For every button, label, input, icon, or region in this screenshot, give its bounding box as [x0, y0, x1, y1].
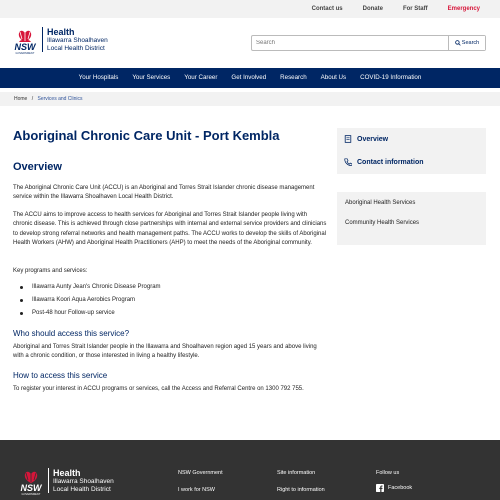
how-heading: How to access this service [13, 371, 108, 380]
list-item: Post-48 hour Follow-up service [20, 309, 161, 322]
logo-district-line2: Local Health District [53, 485, 111, 493]
related-links [337, 192, 486, 245]
breadcrumb [0, 92, 500, 106]
nav-about-us[interactable]: About Us [320, 74, 347, 81]
sidebar-item-contact[interactable] [344, 158, 424, 166]
nsw-wordmark: NSW [20, 483, 42, 493]
footer-link-i-work-for-nsw[interactable]: I work for NSW [178, 487, 215, 493]
search-input[interactable] [252, 36, 448, 50]
waratah-logo-icon [12, 27, 38, 57]
in-page-nav [337, 128, 486, 174]
emergency-link[interactable]: Emergency [447, 6, 480, 12]
site-footer [0, 440, 500, 500]
nav-your-hospitals[interactable]: Your Hospitals [78, 74, 119, 81]
facebook-icon [376, 484, 384, 492]
logo-text [48, 468, 114, 493]
donate-link[interactable]: Donate [362, 6, 383, 12]
search-icon [455, 40, 461, 46]
footer-link-site-information[interactable]: Site information [277, 470, 316, 476]
footer-link-nsw-government[interactable]: NSW Government [178, 470, 223, 476]
sidebar-item-label: Overview [357, 135, 389, 143]
sidebar-item-overview[interactable] [344, 135, 388, 143]
list-item: Illawarra Koori Aqua Aerobics Program [20, 296, 161, 309]
logo-health: Health [47, 27, 75, 37]
nav-your-career[interactable]: Your Career [184, 74, 218, 81]
programs-list [20, 283, 161, 322]
programs-intro: Key programs and services: [13, 268, 88, 274]
logo-health: Health [53, 468, 81, 478]
facebook-label: Facebook [388, 485, 413, 491]
list-item: Illawarra Aunty Jean's Chronic Disease Program [20, 283, 161, 296]
search-bar [251, 35, 486, 51]
intro-paragraph: The Aboriginal Chronic Care Unit (ACCU) is an Aboriginal and Torres Strait Islander chronic disease management service within the Illawarra Shoalhaven Local Health District. [13, 185, 315, 201]
logo-district-line2: Local Health District [47, 44, 105, 52]
breadcrumb-home[interactable]: Home [14, 96, 28, 102]
government-wordmark: GOVERNMENT [15, 52, 35, 55]
main-navigation [0, 68, 500, 88]
utility-bar [0, 0, 500, 18]
footer-logo[interactable] [18, 468, 114, 498]
search-button-label: Search [461, 40, 480, 46]
logo-district-line1: Illawarra Shoalhaven [47, 37, 108, 44]
document-icon [344, 135, 352, 143]
related-link-community-health[interactable]: Community Health Services [345, 220, 420, 226]
nav-get-involved[interactable]: Get Involved [231, 74, 267, 81]
sidebar-item-label: Contact information [357, 158, 424, 166]
how-paragraph: To register your interest in ACCU programs or services, call the Access and Referral Centre on 1300 792 755. [13, 386, 304, 392]
government-wordmark: GOVERNMENT [21, 493, 41, 496]
overview-heading: Overview [13, 161, 62, 173]
nav-your-services[interactable]: Your Services [132, 74, 171, 81]
who-heading: Who should access this service? [13, 329, 130, 338]
nav-research[interactable]: Research [280, 74, 307, 81]
follow-us-heading: Follow us [376, 470, 400, 476]
site-logo[interactable] [12, 27, 108, 57]
nsw-wordmark: NSW [14, 42, 36, 52]
phone-icon [344, 158, 352, 166]
page-title: Aboriginal Chronic Care Unit - Port Kembla [13, 128, 280, 143]
related-link-aboriginal-health[interactable]: Aboriginal Health Services [345, 200, 416, 206]
contact-us-link[interactable]: Contact us [311, 6, 343, 12]
breadcrumb-current[interactable]: Services and Clinics [37, 96, 83, 102]
footer-link-right-to-information[interactable]: Right to information [277, 487, 325, 493]
waratah-logo-icon [18, 468, 44, 498]
nav-covid-19[interactable]: COVID-19 Information [360, 74, 422, 81]
for-staff-link[interactable]: For Staff [402, 6, 428, 12]
breadcrumb-separator: / [31, 96, 34, 102]
facebook-link[interactable] [376, 484, 412, 492]
logo-district-line1: Illawarra Shoalhaven [53, 478, 114, 485]
aims-paragraph: The ACCU aims to improve access to health services for Aboriginal and Torres Strait Islander people living with chronic disease. This is achieved through close partnerships with internal and external service providers and clinicians to develop strong referral networks and health management paths. The ACCU works to develop the skills of Aboriginal Health Workers (AHW) and Aboriginal Health Practitioners (AHP) to meet the needs of the Aboriginal community. [13, 212, 327, 246]
who-paragraph: Aboriginal and Torres Strait Islander people in the Illawarra and Shoalhaven region aged 15 years and above living with a chronic condition, or those interested in living a healthy lifestyle. [13, 344, 317, 360]
search-button[interactable] [448, 36, 485, 50]
logo-text [42, 27, 108, 52]
